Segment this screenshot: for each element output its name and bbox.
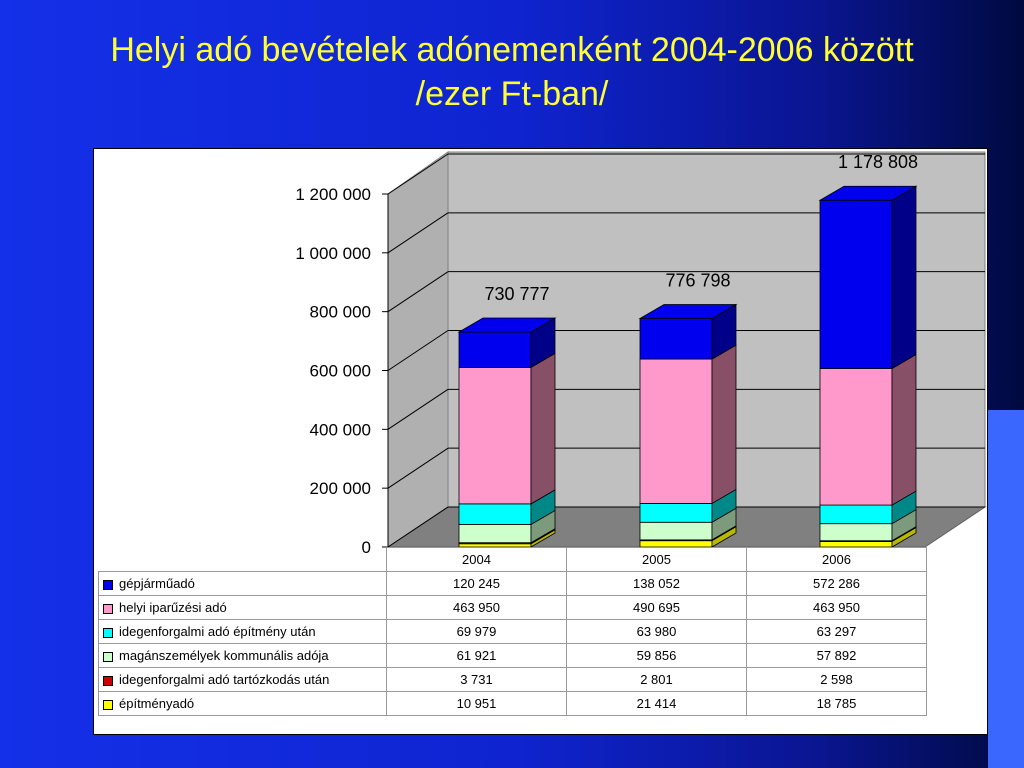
total-label: 730 777 (484, 284, 550, 305)
table-row (99, 692, 927, 716)
bar-segment-side (892, 355, 916, 505)
bar-segment (459, 332, 531, 367)
y-tick-label: 200 000 (309, 479, 371, 499)
table-column-header: 2005 (567, 548, 747, 572)
bar-segment (640, 318, 712, 359)
legend-label: helyi iparűzési adó (99, 596, 387, 620)
legend-label: idegenforgalmi adó tartózkodás után (99, 668, 387, 692)
bar-segment (820, 369, 892, 505)
bar-segment (820, 505, 892, 524)
table-row (99, 596, 927, 620)
legend-label: idegenforgalmi adó építmény után (99, 620, 387, 644)
table-cell: 138 052 (567, 572, 747, 596)
table-cell: 3 731 (387, 668, 567, 692)
table-corner (99, 548, 387, 572)
bar-segment-side (531, 353, 555, 503)
bar-segment (459, 524, 531, 542)
table-header-row (99, 548, 927, 572)
title-line-1: Helyi adó bevételek adónemenként 2004-2006 között (110, 31, 914, 69)
table-cell: 10 951 (387, 692, 567, 716)
legend-swatch (103, 652, 113, 662)
y-tick-label: 800 000 (309, 302, 371, 322)
table-cell: 120 245 (387, 572, 567, 596)
table-cell: 57 892 (747, 644, 927, 668)
bar-segment (640, 359, 712, 503)
bar-segment (820, 200, 892, 368)
table-cell: 69 979 (387, 620, 567, 644)
side-wall (388, 152, 448, 547)
table-cell: 572 286 (747, 572, 927, 596)
table-column-header: 2004 (387, 548, 567, 572)
data-table (98, 547, 927, 716)
table-cell: 463 950 (387, 596, 567, 620)
table-row (99, 572, 927, 596)
y-tick-label: 1 000 000 (295, 243, 371, 263)
legend-label: magánszemélyek kommunális adója (99, 644, 387, 668)
table-cell: 463 950 (747, 596, 927, 620)
y-tick-label: 0 (361, 538, 371, 557)
table-row (99, 668, 927, 692)
table-cell: 2 598 (747, 668, 927, 692)
legend-label: építményadó (99, 692, 387, 716)
table-cell: 63 980 (567, 620, 747, 644)
table-cell: 21 414 (567, 692, 747, 716)
legend-swatch (103, 676, 113, 686)
y-tick-label: 600 000 (309, 361, 371, 381)
bar-segment (459, 367, 531, 503)
total-label: 1 178 808 (837, 152, 919, 173)
table-row (99, 644, 927, 668)
legend-swatch (103, 604, 113, 614)
bar-segment-side (892, 186, 916, 368)
total-label: 776 798 (665, 270, 731, 291)
table-cell: 2 801 (567, 668, 747, 692)
table-cell: 18 785 (747, 692, 927, 716)
bar-segment (459, 504, 531, 525)
legend-swatch (103, 700, 113, 710)
table-row (99, 620, 927, 644)
table-cell: 61 921 (387, 644, 567, 668)
table-cell: 63 297 (747, 620, 927, 644)
bar-segment (820, 524, 892, 541)
legend-label: gépjárműadó (99, 572, 387, 596)
table-cell: 59 856 (567, 644, 747, 668)
bar-segment-side (712, 345, 736, 503)
bar-segment (640, 522, 712, 540)
bar-segment (640, 503, 712, 522)
title-line-2: /ezer Ft-ban/ (415, 75, 609, 113)
y-tick-label: 400 000 (309, 420, 371, 440)
legend-swatch (103, 628, 113, 638)
table-cell: 490 695 (567, 596, 747, 620)
legend-swatch (103, 580, 113, 590)
table-column-header: 2006 (747, 548, 927, 572)
y-tick-label: 1 200 000 (295, 185, 371, 204)
